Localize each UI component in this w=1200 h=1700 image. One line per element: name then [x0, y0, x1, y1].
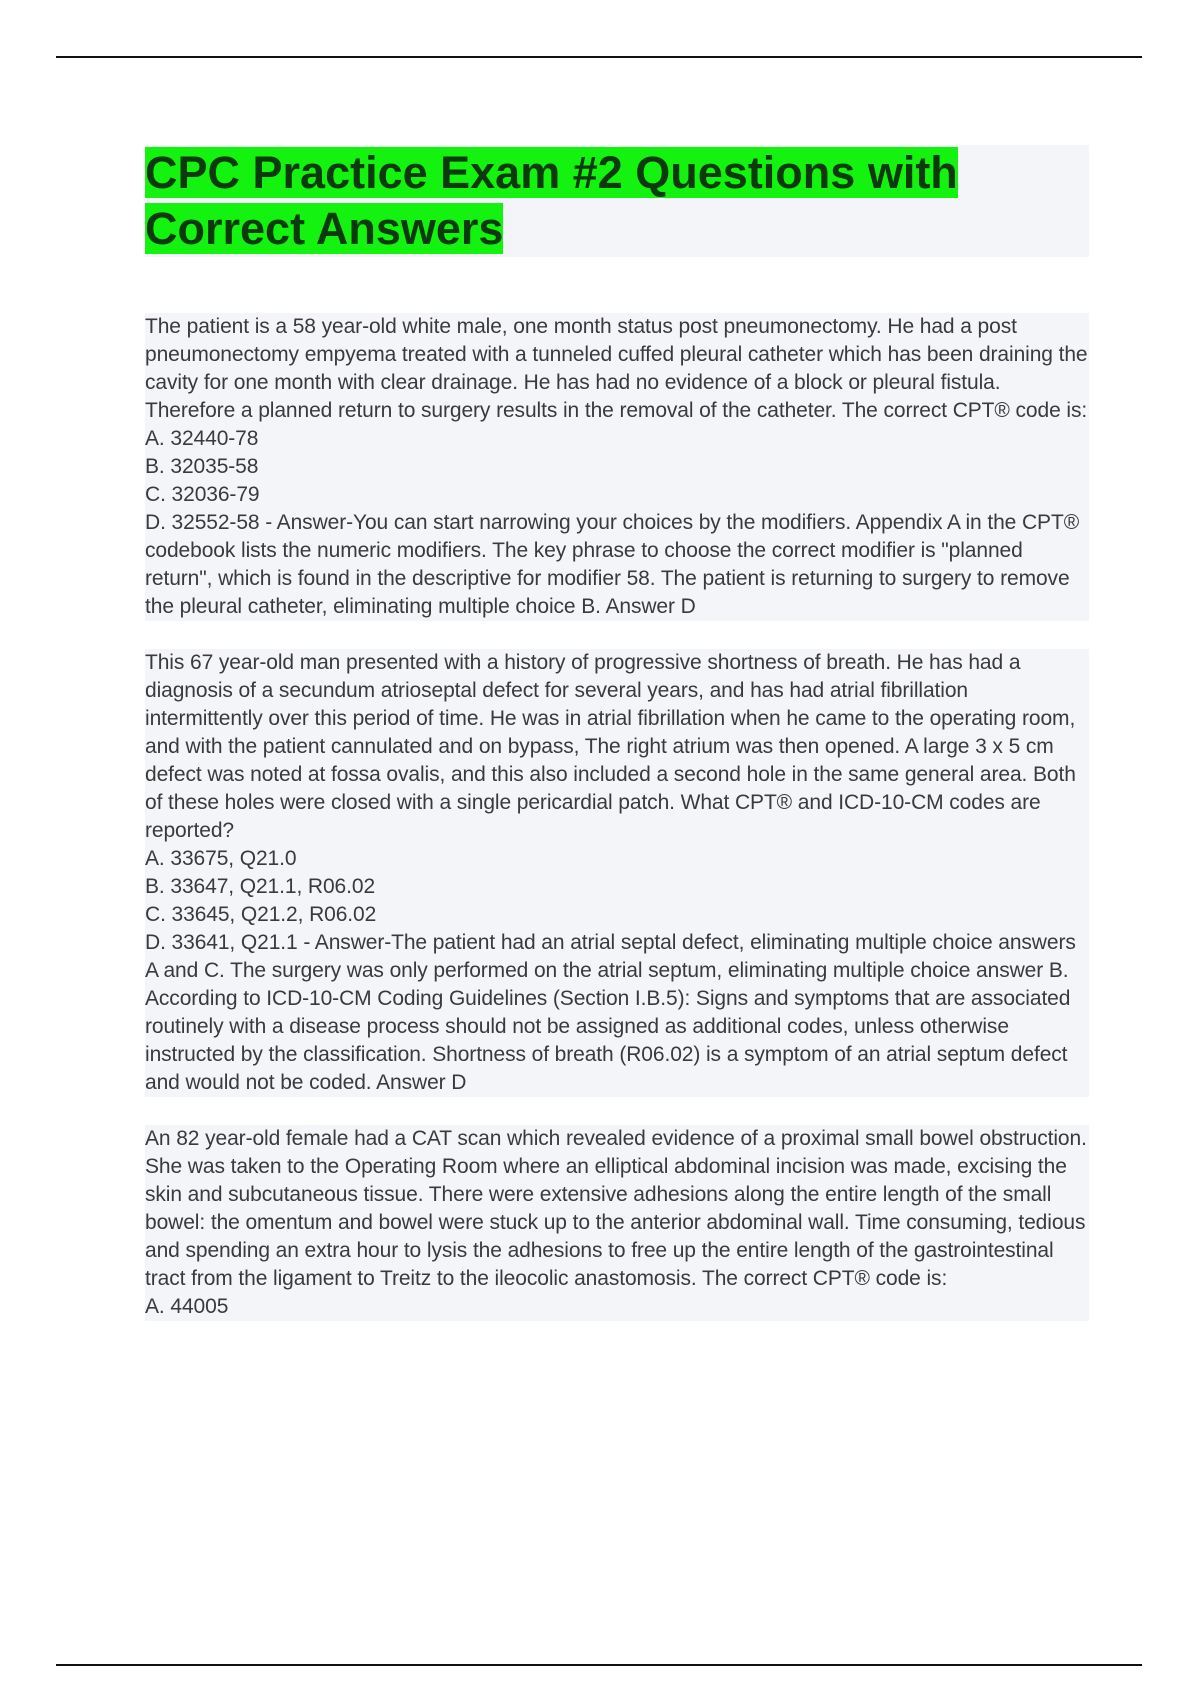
question-block	[145, 1125, 1089, 1321]
answer-option: C. 32036-79	[145, 483, 260, 506]
bottom-rule	[56, 1664, 1142, 1666]
title-line-2: Correct Answers	[145, 203, 504, 254]
question-stem: The patient is a 58 year-old white male, one month status post pneumonectomy. He had a post pneumonectomy empyema treated with a tunneled cuffed pleural catheter which has been draining the cavity for one month with clear drainage. He has had no evidence of a block or pleural fistula. Therefore a planned return to surgery results in the removal of the catheter. The correct CPT® code is:	[145, 315, 1088, 422]
answer-option: B. 32035-58	[145, 455, 259, 478]
question-block	[145, 313, 1089, 621]
answer-option: D. 33641, Q21.1 - Answer-The patient had an atrial septal defect, eliminating multiple choice answers A and C. The surgery was only performed on the atrial septum, eliminating multiple choice answer B. According to ICD-10-CM Coding Guidelines (Section I.B.5): Signs and symptoms that are associated routinely with a disease process should not be assigned as additional codes, unless otherwise instructed by the classification. Shortness of breath (R06.02) is a symptom of an atrial septum defect and would not be coded. Answer D	[145, 931, 1076, 1094]
question-stem: This 67 year-old man presented with a history of progressive shortness of breath. He has had a diagnosis of a secundum atrioseptal defect for several years, and has had atrial fibrillation intermittently over this period of time. He was in atrial fibrillation when he came to the operating room, and with the patient cannulated and on bypass, The right atrium was then opened. A large 3 x 5 cm defect was noted at fossa ovalis, and this also included a second hole in the same general area. Both of these holes were closed with a single pericardial patch. What CPT® and ICD-10-CM codes are reported?	[145, 651, 1076, 842]
answer-option: B. 33647, Q21.1, R06.02	[145, 875, 376, 898]
question-stem: An 82 year-old female had a CAT scan which revealed evidence of a proximal small bowel obstruction. She was taken to the Operating Room where an elliptical abdominal incision was made, excising the skin and subcutaneous tissue. There were extensive adhesions along the entire length of the small bowel: the omentum and bowel were stuck up to the anterior abdominal wall. Time consuming, tedious and spending an extra hour to lysis the adhesions to free up the entire length of the gastrointestinal tract from the ligament to Treitz to the ileocolic anastomosis. The correct CPT® code is:	[145, 1127, 1087, 1290]
answer-option: A. 33675, Q21.0	[145, 847, 297, 870]
document-body	[145, 313, 1089, 1349]
answer-option: D. 32552-58 - Answer-You can start narrowing your choices by the modifiers. Appendix A in the CPT® codebook lists the numeric modifiers. The key phrase to choose the correct modifier is "planned return", which is found in the descriptive for modifier 58. The patient is returning to surgery to remove the pleural catheter, eliminating multiple choice B. Answer D	[145, 511, 1080, 618]
answer-option: A. 44005	[145, 1295, 229, 1318]
answer-option: A. 32440-78	[145, 427, 259, 450]
question-block	[145, 649, 1089, 1097]
page-title	[145, 145, 1089, 257]
top-rule	[56, 56, 1142, 58]
title-block	[145, 145, 1089, 257]
answer-option: C. 33645, Q21.2, R06.02	[145, 903, 377, 926]
title-line-1: CPC Practice Exam #2 Questions with	[145, 147, 958, 198]
